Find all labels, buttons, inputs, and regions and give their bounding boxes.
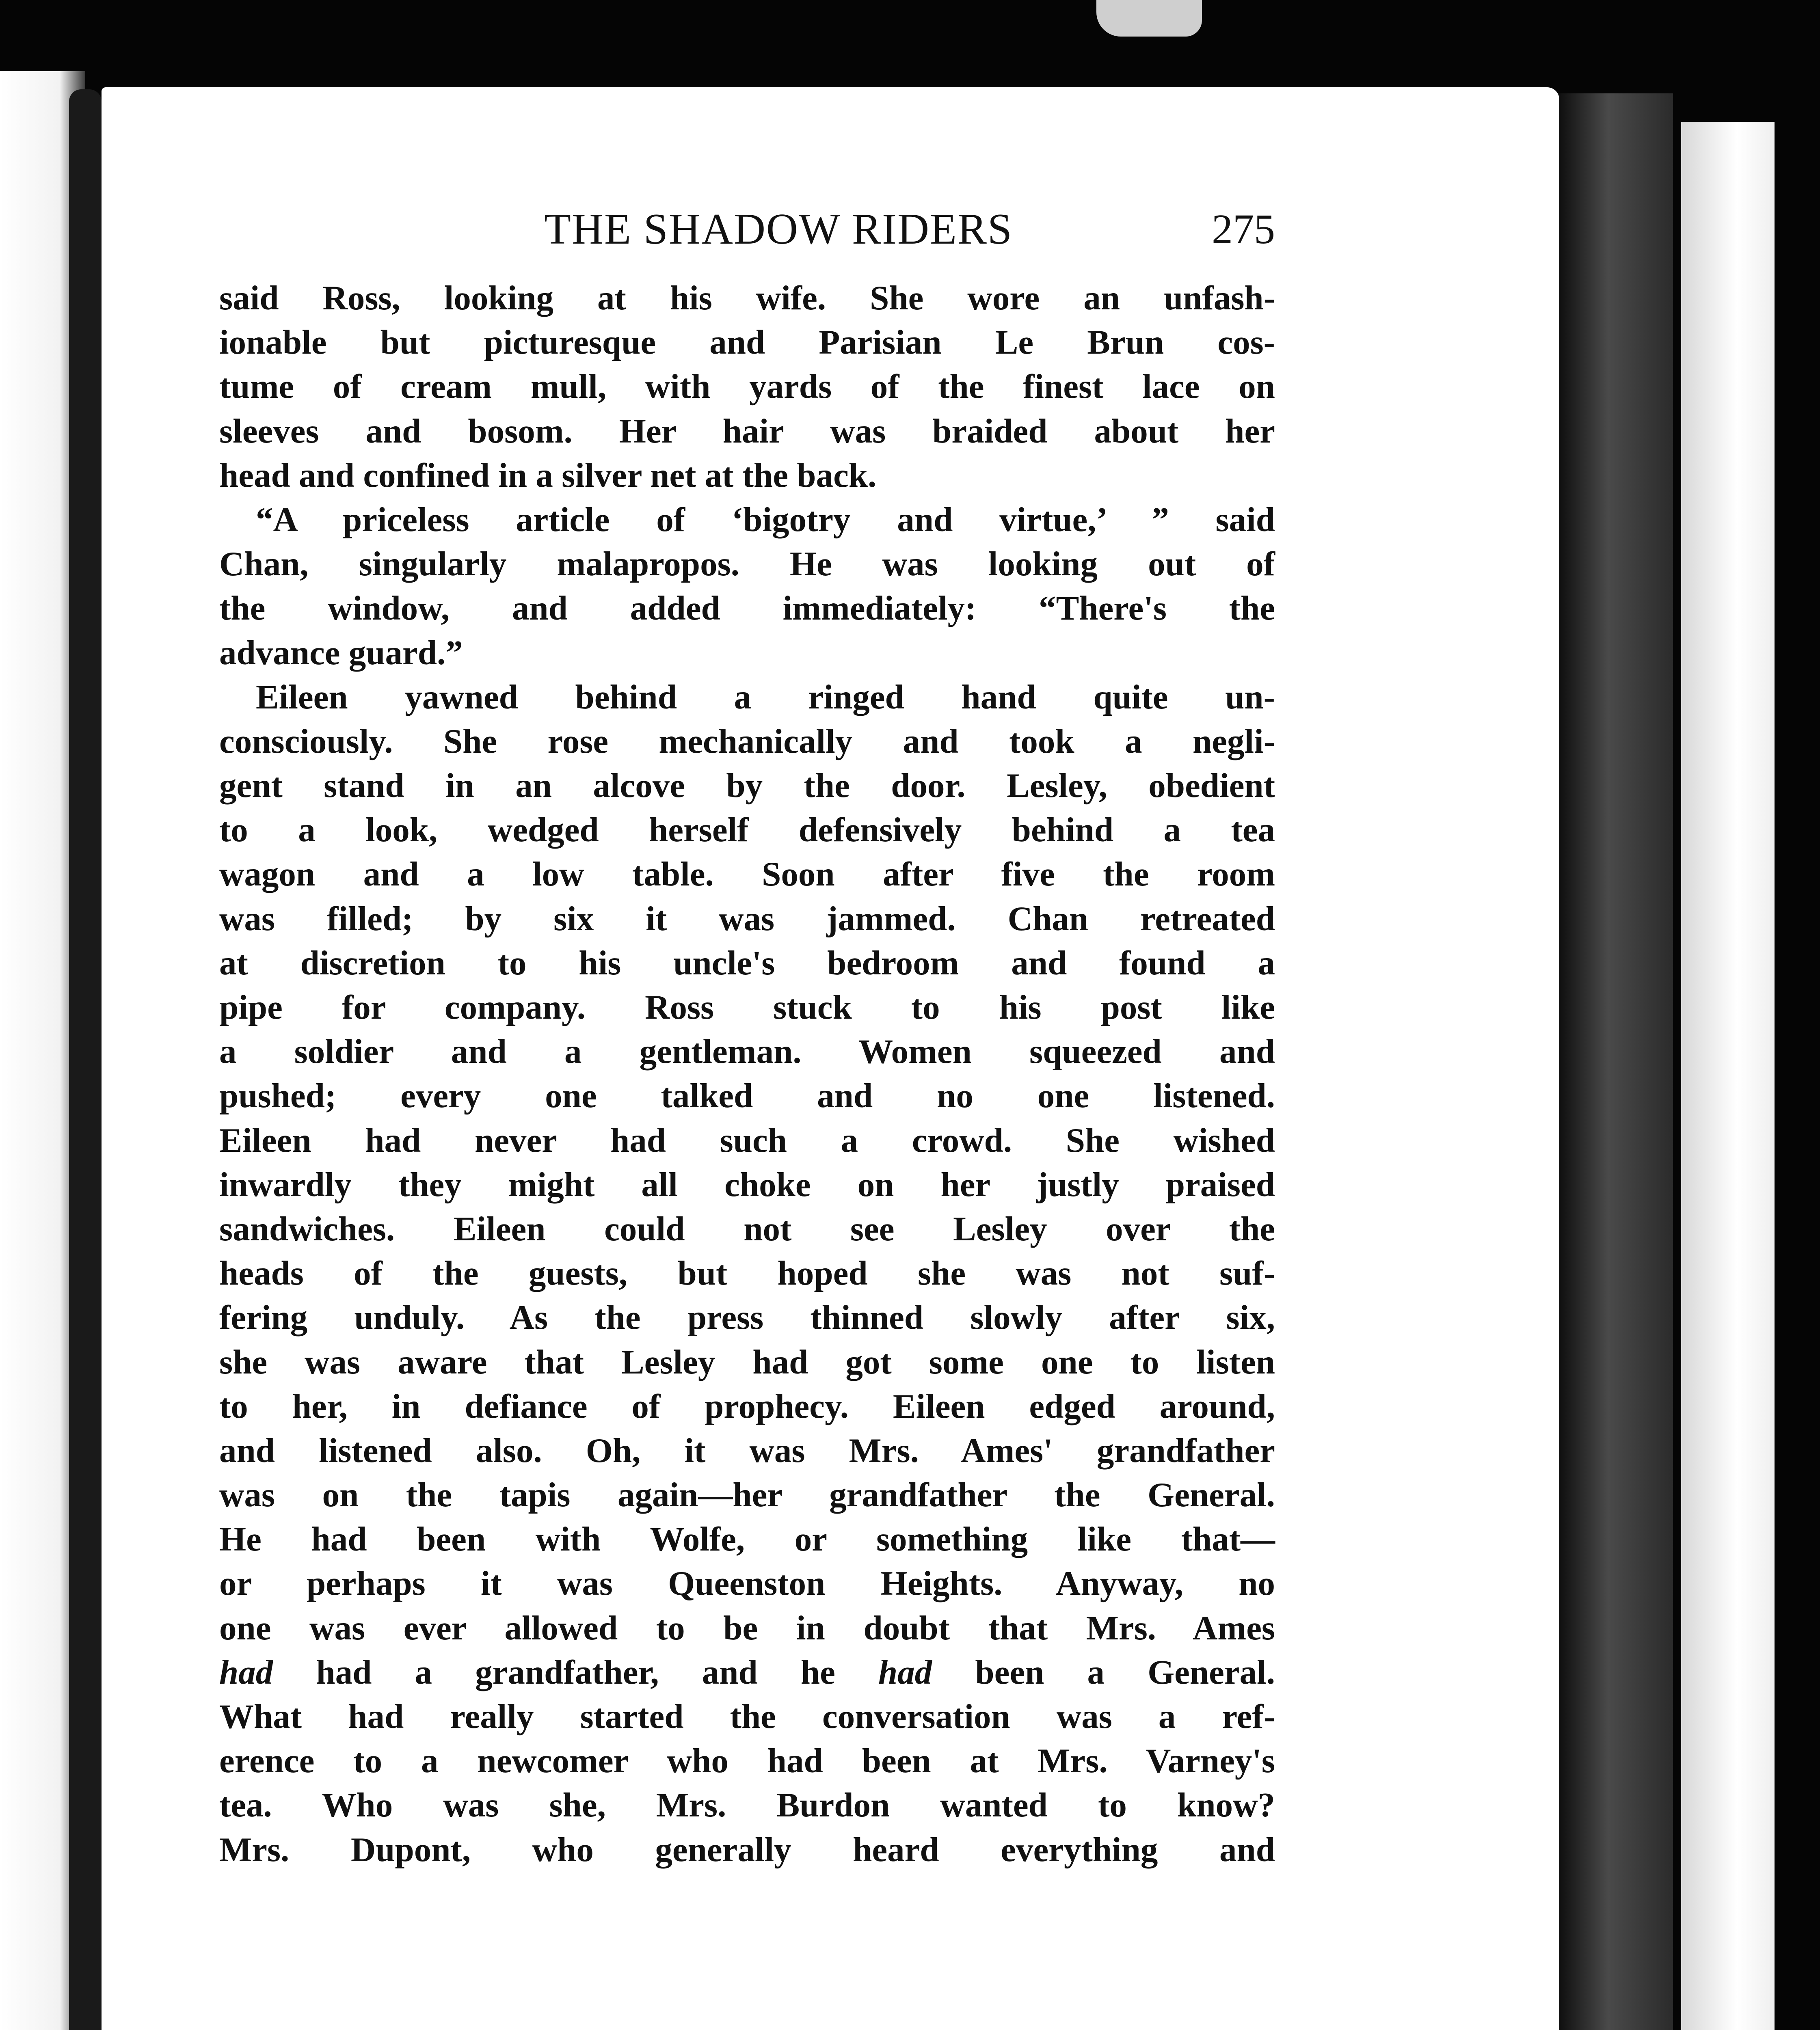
- page-number: 275: [1212, 206, 1275, 253]
- page-stack-shadow: [1555, 93, 1673, 2030]
- text-line: the window, and added immediately: “There's the: [219, 589, 1275, 628]
- text-line: tea. Who was she, Mrs. Burdon wanted to know?: [219, 1786, 1275, 1825]
- text-line: pipe for company. Ross stuck to his post like: [219, 988, 1275, 1026]
- text-line: wagon and a low table. Soon after five the room: [219, 855, 1275, 894]
- running-title: THE SHADOW RIDERS: [544, 205, 1013, 253]
- text-line: Mrs. Dupont, who generally heard everything and: [219, 1830, 1275, 1869]
- text-line: was on the tapis again—her grandfather the General.: [219, 1476, 1275, 1514]
- text-line: Eileen yawned behind a ringed hand quite un-: [256, 678, 1275, 716]
- italic-emphasis: had: [219, 1653, 273, 1691]
- text-line: Eileen had never had such a crowd. She wished: [219, 1121, 1275, 1160]
- text-line: tume of cream mull, with yards of the finest lace on: [219, 367, 1275, 406]
- italic-emphasis: had: [878, 1653, 932, 1691]
- text-line-italic-mixed: [219, 1650, 1275, 1695]
- text-line: at discretion to his uncle's bedroom and found a: [219, 944, 1275, 982]
- text-line: advance guard.”: [219, 633, 463, 672]
- text-line: He had been with Wolfe, or something like that—: [219, 1520, 1275, 1559]
- running-header: [219, 199, 1275, 260]
- text-line: to her, in defiance of prophecy. Eileen edged around,: [219, 1387, 1275, 1425]
- page-scrap: [1096, 0, 1202, 37]
- text-line: gent stand in an alcove by the door. Lesley, obedient: [219, 767, 1275, 805]
- text-line: and listened also. Oh, it was Mrs. Ames' grandfather: [219, 1431, 1275, 1470]
- text-line: head and confined in a silver net at the back.: [219, 456, 877, 495]
- text-line: one was ever allowed to be in doubt that Mrs. Ames: [219, 1609, 1275, 1647]
- text-line: she was aware that Lesley had got some one to listen: [219, 1343, 1275, 1381]
- text-fragment: been a General.: [932, 1653, 1275, 1691]
- text-line: inwardly they might all choke on her justly praised: [219, 1165, 1275, 1204]
- page-stack-edge: [1681, 122, 1775, 2030]
- text-line: heads of the guests, but hoped she was not suf-: [219, 1254, 1275, 1293]
- text-line: said Ross, looking at his wife. She wore an unfash-: [219, 279, 1275, 317]
- text-line: sandwiches. Eileen could not see Lesley over the: [219, 1209, 1275, 1248]
- body-text: [219, 276, 1275, 1872]
- text-line: Chan, singularly malapropos. He was looking out of: [219, 545, 1275, 583]
- text-line: a soldier and a gentleman. Women squeezed and: [219, 1032, 1275, 1071]
- text-line: or perhaps it was Queenston Heights. Anyway, no: [219, 1564, 1275, 1603]
- text-line: pushed; every one talked and no one listened.: [219, 1077, 1275, 1115]
- text-line: to a look, wedged herself defensively behind a tea: [219, 811, 1275, 849]
- text-line: ionable but picturesque and Parisian Le Brun cos-: [219, 323, 1275, 362]
- text-line: fering unduly. As the press thinned slowly after six,: [219, 1298, 1275, 1337]
- text-fragment: had a grandfather, and he: [273, 1653, 878, 1691]
- text-line: consciously. She rose mechanically and took a negli-: [219, 722, 1275, 760]
- text-line: erence to a newcomer who had been at Mrs. Varney's: [219, 1742, 1275, 1780]
- text-line: What had really started the conversation was a ref-: [219, 1697, 1275, 1736]
- text-line: sleeves and bosom. Her hair was braided about her: [219, 412, 1275, 450]
- text-line: was filled; by six it was jammed. Chan retreated: [219, 899, 1275, 938]
- binding-shadow: [69, 89, 102, 2030]
- text-line: “A priceless article of ‘bigotry and virtue,’ ” said: [256, 500, 1275, 539]
